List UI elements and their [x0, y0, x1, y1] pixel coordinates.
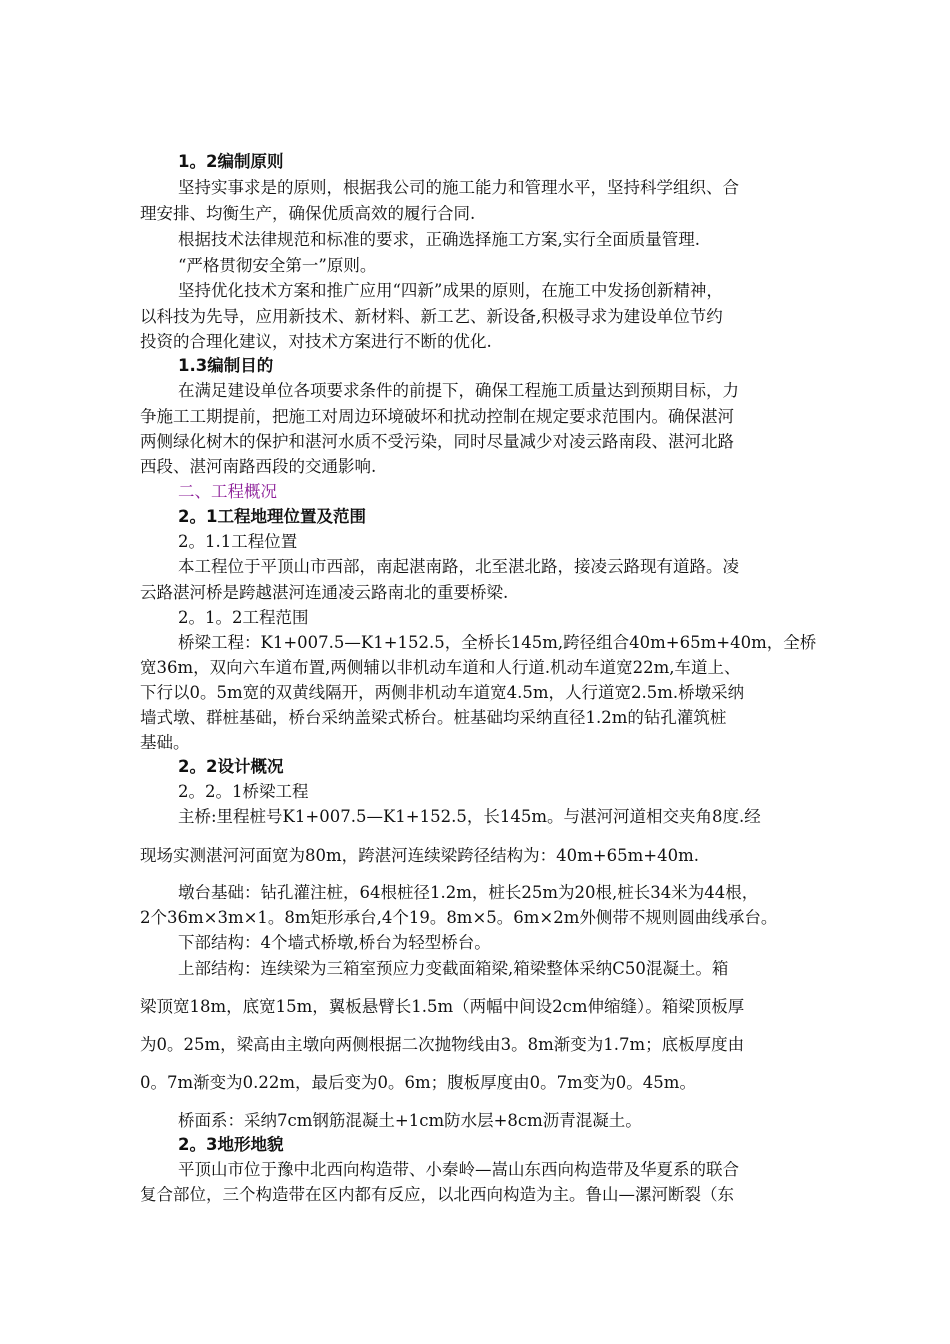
paragraph-line: 为0。25m，梁高由主墩向两侧根据二次抛物线由3。8m渐变为1.7m；底板厚度由	[140, 1035, 745, 1054]
paragraph-line: 基础。	[140, 733, 190, 752]
paragraph-line: 投资的合理化建议，对技术方案进行不断的优化.	[140, 332, 492, 351]
paragraph-line: 复合部位，三个构造带在区内都有反应，以北西向构造为主。鲁山—漯河断裂（东	[140, 1185, 734, 1204]
paragraph-line: 2个36m×3m×1。8m矩形承台,4个19。8m×5。6m×2m外侧带不规则圆曲线承台。	[140, 908, 778, 927]
paragraph-line: 两侧绿化树木的保护和湛河水质不受污染，同时尽量减少对凌云路南段、湛河北路	[140, 432, 734, 451]
paragraph-line: 争施工工期提前，把施工对周边环境破坏和扰动控制在规定要求范围内。确保湛河	[140, 407, 734, 426]
paragraph-line: 平顶山市位于豫中北西向构造带、小秦岭—嵩山东西向构造带及华夏系的联合	[178, 1160, 739, 1179]
paragraph-line: 坚持优化技术方案和推广应用“四新”成果的原则，在施工中发扬创新精神，	[178, 281, 723, 300]
heading-1-2: 1。2编制原则	[178, 152, 284, 171]
paragraph-line: 现场实测湛河河面宽为80m，跨湛河连续梁跨径结构为：40m+65m+40m.	[140, 846, 699, 865]
heading-1-3: 1.3编制目的	[178, 356, 274, 375]
subheading-2-1-1: 2。1.1工程位置	[178, 532, 298, 551]
heading-2-1: 2。1工程地理位置及范围	[178, 507, 366, 526]
paragraph-line: 本工程位于平顶山市西部，南起湛南路，北至湛北路，接凌云路现有道路。凌	[178, 557, 739, 576]
paragraph-line: 墙式墩、群桩基础，桥台采纳盖梁式桥台。桩基础均采纳直径1.2m的钻孔灌筑桩	[140, 708, 727, 727]
paragraph-line: “严格贯彻安全第一”原则。	[178, 256, 377, 275]
paragraph-line: 桥梁工程：K1+007.5—K1+152.5，全桥长145m,跨径组合40m+65m+40m，全桥	[178, 633, 817, 652]
paragraph-line: 主桥:里程桩号K1+007.5—K1+152.5，长145m。与湛河河道相交夹角8度.经	[178, 807, 761, 826]
paragraph-line: 0。7m渐变为0.22m，最后变为0。6m；腹板厚度由0。7m变为0。45m。	[140, 1073, 696, 1092]
subheading-2-2-1: 2。2。1桥梁工程	[178, 782, 309, 801]
paragraph-line: 宽36m，双向六车道布置,两侧辅以非机动车道和人行道.机动车道宽22m,车道上、	[140, 658, 741, 677]
subheading-2-1-2: 2。1。2工程范围	[178, 608, 309, 627]
section-title-2: 二、工程概况	[178, 482, 277, 501]
paragraph-line: 墩台基础：钻孔灌注桩，64根桩径1.2m，桩长25m为20根,桩长34米为44根，	[178, 883, 759, 902]
paragraph-line: 下部结构：4个墙式桥墩,桥台为轻型桥台。	[178, 933, 491, 952]
paragraph-line: 以科技为先导，应用新技术、新材料、新工艺、新设备,积极寻求为建设单位节约	[140, 307, 723, 326]
paragraph-line: 根据技术法律规范和标准的要求，正确选择施工方案,实行全面质量管理.	[178, 230, 700, 249]
paragraph-line: 上部结构：连续梁为三箱室预应力变截面箱梁,箱梁整体采纳C50混凝土。箱	[178, 959, 729, 978]
heading-2-3: 2。3地形地貌	[178, 1135, 284, 1154]
paragraph-line: 桥面系：采纳7cm钢筋混凝土+1cm防水层+8cm沥青混凝土。	[178, 1111, 642, 1130]
heading-2-2: 2。2设计概况	[178, 757, 284, 776]
paragraph-line: 梁顶宽18m，底宽15m，翼板悬臂长1.5m（两幅中间设2cm伸缩缝）。箱梁顶板厚	[140, 997, 745, 1016]
paragraph-line: 理安排、均衡生产，确保优质高效的履行合同.	[140, 204, 476, 223]
paragraph-line: 云路湛河桥是跨越湛河连通凌云路南北的重要桥梁.	[140, 583, 509, 602]
paragraph-line: 下行以0。5m宽的双黄线隔开，两侧非机动车道宽4.5m，人行道宽2.5m.桥墩采纳	[140, 683, 745, 702]
paragraph-line: 西段、湛河南路西段的交通影响.	[140, 457, 377, 476]
paragraph-line: 坚持实事求是的原则，根据我公司的施工能力和管理水平，坚持科学组织、合	[178, 178, 739, 197]
paragraph-line: 在满足建设单位各项要求条件的前提下，确保工程施工质量达到预期目标，力	[178, 381, 739, 400]
